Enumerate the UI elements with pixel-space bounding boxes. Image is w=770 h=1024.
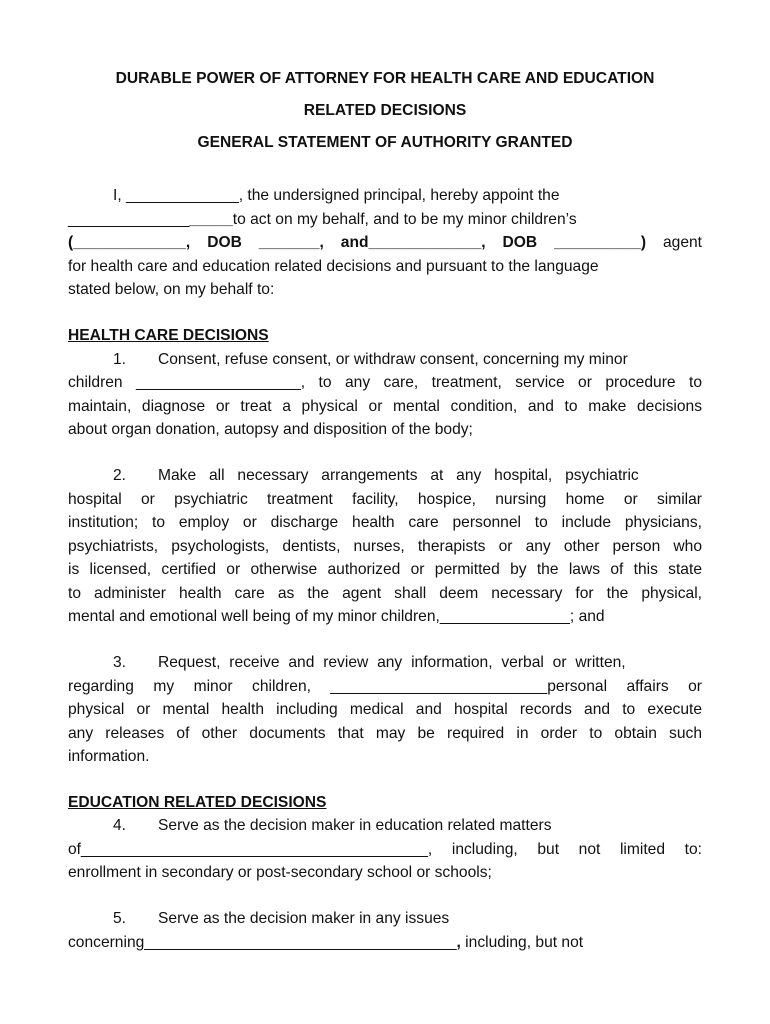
item-3-line-1: 3. Request, receive and review any information, verbal or written, [113,654,626,671]
item-3-line-2: regarding my minor children, _________________________personal affairs or [68,678,702,695]
item-1-line-1: 1. Consent, refuse consent, or withdraw consent, concerning my minor [113,351,628,368]
intro-line-1: I, _____________, the undersigned principal, hereby appoint the [113,187,560,204]
item-3-line-5: information. [68,748,150,765]
item-2-line-1: 2. Make all necessary arrangements at any hospital, psychiatric [113,467,639,484]
intro-line-5: stated below, on my behalf to: [68,281,275,298]
item-3-line-4: any releases of other documents that may be required in order to obtain such [68,725,702,742]
item-4-line-2: of________________________________________, including, but not limited to: [68,841,702,858]
document-title-line-2: RELATED DECISIONS [303,102,467,119]
intro-line-3: (_____________, DOB _______, and_____________, DOB __________) agent [68,234,702,251]
item-4-line-3: enrollment in secondary or post-secondary school or schools; [68,864,492,881]
item-2-line-7: mental and emotional well being of my minor children,_______________; and [68,608,605,625]
item-2-line-5: is licensed, certified or otherwise authorized or permitted by the laws of this state [68,561,702,578]
education-heading: EDUCATION RELATED DECISIONS [68,794,327,811]
document-title-line-1: DURABLE POWER OF ATTORNEY FOR HEALTH CARE AND EDUCATION [115,70,655,87]
item-2-line-3: institution; to employ or discharge health care personnel to include physicians, [68,514,702,531]
item-4-line-1: 4. Serve as the decision maker in education related matters [113,817,552,834]
health-care-heading: HEALTH CARE DECISIONS [68,327,269,344]
item-5-line-1: 5. Serve as the decision maker in any issues [113,910,450,927]
item-2-line-2: hospital or psychiatric treatment facility, hospice, nursing home or similar [68,491,702,508]
item-2-line-4: psychiatrists, psychologists, dentists, nurses, therapists or any other person who [68,538,702,555]
item-1-line-4: about organ donation, autopsy and disposition of the body; [68,421,473,438]
item-1-line-2: children ___________________, to any care, treatment, service or procedure to [68,374,702,391]
intro-line-4: for health care and education related decisions and pursuant to the language [68,258,599,275]
item-3-line-3: physical or mental health including medical and hospital records and to execute [68,701,702,718]
document-subtitle: GENERAL STATEMENT OF AUTHORITY GRANTED [197,134,573,151]
item-2-line-6: to administer health care as the agent shall deem necessary for the physical, [68,585,702,602]
item-5-line-2: concerning____________________________________, including, but not [68,934,584,951]
item-1-line-3: maintain, diagnose or treat a physical or mental condition, and to make decisions [68,398,702,415]
intro-line-2: ___________________to act on my behalf, and to be my minor children’s [68,211,577,228]
